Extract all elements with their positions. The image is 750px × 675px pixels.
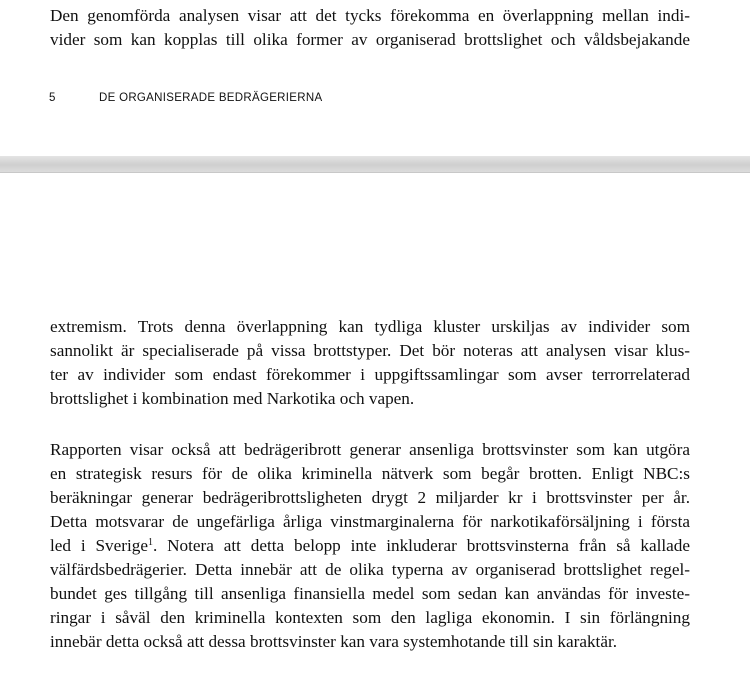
text-line: sannolikt är specialiserade på vissa brottstyper. Det bör noteras att analysen visar klus- [50, 341, 690, 360]
text-line: beräkningar generar bedrägeribrottsligheten drygt 2 miljarder kr i brottsvinster per år. [50, 488, 690, 507]
paragraph-continued [50, 4, 690, 52]
text-line: vider som kan kopplas till olika former av organiserad brottslighet och våldsbejakande [50, 30, 690, 49]
text-fragment: led i Sverige [50, 536, 148, 555]
text-line: bundet ges tillgång till ansenliga finansiella medel som sedan kan användas för investe- [50, 584, 690, 603]
text-line: innebär detta också att dessa brottsvinster kan vara systemhotande till sin karaktär. [50, 632, 618, 651]
page-5 [0, 0, 750, 156]
text-line: ringar i såväl den kriminella kontexten som den lagliga ekonomin. I sin förlängning [50, 608, 690, 627]
text-line: extremism. Trots denna överlappning kan tydliga kluster urskiljas av individer som [50, 317, 690, 336]
text-line: Den genomförda analysen visar att det tycks förekomma en överlappning mellan indi- [50, 6, 690, 25]
text-line: Rapporten visar också att bedrägeribrott generar ansenliga brottsvinster som kan utgöra [50, 440, 690, 459]
running-title: DE ORGANISERADE BEDRÄGERIERNA [99, 92, 323, 104]
page-6 [0, 173, 750, 675]
text-line: Detta motsvarar de ungefärliga årliga vinstmarginalerna för narkotikaförsäljning i första [50, 512, 690, 531]
text-line-footnote [50, 534, 690, 558]
text-line: en strategisk resurs för de olika kriminella nätverk som begår brotten. Enligt NBC:s [50, 464, 690, 483]
text-fragment: . Notera att detta belopp inte inkluderar brottsvinsterna från så kallade [152, 536, 690, 555]
page-separator [0, 156, 750, 173]
paragraph-extremism [50, 315, 690, 411]
text-line: ter av individer som endast förekommer i uppgiftssamlingar som avser terrorrelaterad [50, 365, 690, 384]
paragraph-brottsvinster [50, 438, 690, 654]
text-line: brottslighet i kombination med Narkotika och vapen. [50, 389, 415, 408]
footnote-marker[interactable]: 1 [147, 537, 153, 548]
page-footer [49, 92, 322, 104]
page-number: 5 [49, 92, 56, 104]
text-line: välfärdsbedrägerier. Detta innebär att de olika typerna av organiserad brottslighet regel- [50, 560, 690, 579]
